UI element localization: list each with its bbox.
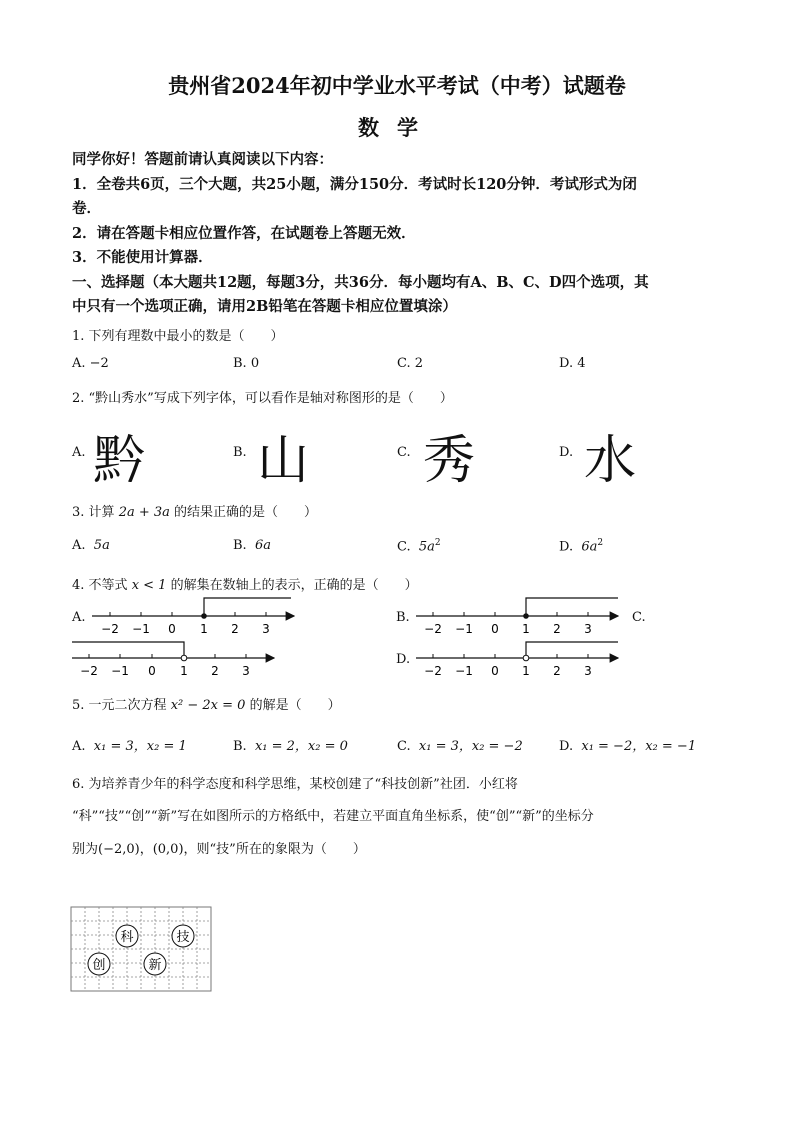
q5-option-c [397,735,523,754]
q5-answer-a: x₁ = 3，x₂ = 1 [93,739,187,754]
q5-answer-b: x₁ = 2，x₂ = 0 [254,739,348,754]
q4-number-line-c [72,642,274,678]
q4-c-tick-2: 2 [211,664,219,678]
notice-item-1-cont: 卷． [72,200,101,217]
q4-b-tick-neg2: −2 [424,622,442,636]
q4-c-tick-neg2: −2 [80,664,98,678]
q4-a-tick-3: 3 [262,622,270,636]
q5-label-b: B. [233,739,247,754]
q3-answer-c: 5a [418,539,435,555]
q3-answer-b: 6a [254,538,271,553]
q1-option-c: C. 2 [397,356,424,371]
q4-c-tick-3: 3 [242,664,250,678]
q6-stem-line-2: “科”“技”“创”“新”写在如图所示的方格纸中，若建立平面直角坐标系，使“创”“新”的坐标分 [72,809,594,824]
q6-grid-figure [70,906,215,996]
notice-item-1: 1．全卷共6页，三个大题，共25小题，满分150分．考试时长120分钟．考试形式为闭 [72,176,637,193]
notice-item-3: 3．不能使用计算器． [72,249,213,266]
q2-label-d: D. [559,445,574,460]
svg-text:科: 科 [120,930,134,945]
q4-a-tick-neg1: −1 [132,622,150,636]
q4-number-line-b [416,598,618,636]
q4-a-tick-0: 0 [168,622,176,636]
q4-d-tick-3: 3 [584,664,592,678]
q5-option-b [233,735,348,754]
q4-label-c: C. [632,610,646,625]
q5-option-a [72,735,187,754]
notice-item-2: 2．请在答题卡相应位置作答，在试题卷上答题无效． [72,225,416,242]
grid-char-ji [172,925,194,947]
q2-glyph-xiu: 秀 [423,431,476,491]
grid-char-chuang [88,953,110,975]
q4-c-tick-0: 0 [148,664,156,678]
q1-option-b: B. 0 [233,356,260,371]
notice-greeting: 同学你好！答题前请认真阅读以下内容： [72,151,333,168]
q3-label-b: B. [233,538,247,553]
exam-title: 贵州省2024年初中学业水平考试（中考）试题卷 [168,73,626,98]
q5-answer-d: x₁ = −2，x₂ = −1 [581,739,697,754]
q4-c-tick-neg1: −1 [111,664,129,678]
q2-glyph-shui: 水 [584,431,637,491]
q3-stem-pre: 3. 计算 [72,505,115,520]
q4-label-a: A. [72,610,86,625]
q4-b-tick-neg1: −1 [455,622,473,636]
section-1-heading-cont: 中只有一个选项正确，请用2B铅笔在答题卡相应位置填涂） [72,298,457,315]
q4-d-tick-0: 0 [491,664,499,678]
grid-char-ke [116,925,138,947]
q5-stem-pre: 5. 一元二次方程 [72,698,167,713]
q4-stem-pre: 4. 不等式 [72,578,128,593]
q5-stem-post: 的解是（ ） [249,698,341,713]
q4-b-tick-2: 2 [553,622,561,636]
q4-b-tick-1: 1 [522,622,530,636]
q4-label-d: D. [396,652,411,667]
q2-label-c: C. [397,445,411,460]
q4-d-tick-neg2: −2 [424,664,442,678]
q2-label-b: B. [233,445,247,460]
q5-stem [72,694,341,713]
q4-c-tick-1: 1 [180,664,188,678]
q4-d-tick-1: 1 [522,664,530,678]
subject-title: 数学 [358,115,436,140]
q6-stem-line-1: 6. 为培养青少年的科学态度和科学思维，某校创建了“科技创新”社团．小红将 [72,777,518,792]
q5-label-d: D. [559,739,574,754]
q3-answer-d: 6a [581,539,598,555]
svg-text:新: 新 [148,958,162,973]
q1-stem: 1. 下列有理数中最小的数是（ ） [72,329,284,344]
q4-expression: x < 1 [131,578,167,593]
q2-stem: 2. “黔山秀水”写成下列字体，可以看作是轴对称图形的是（ ） [72,391,453,406]
q5-label-a: A. [72,739,86,754]
q3-label-c: C. [397,539,411,555]
q1-option-a: A. −2 [72,356,109,371]
q3-label-d: D. [559,539,574,555]
q5-option-d [559,735,696,754]
q4-a-tick-1: 1 [200,622,208,636]
q4-number-line-a [92,598,294,636]
section-1-heading: 一、选择题（本大题共12题，每题3分，共36分．每小题均有A、B、C、D四个选项，其 [72,274,649,291]
q4-d-tick-2: 2 [553,664,561,678]
q4-a-tick-2: 2 [231,622,239,636]
q4-number-line-d [416,642,618,678]
q4-label-b: B. [396,610,410,625]
q6-stem-line-3: 别为(−2,0)，(0,0)，则“技”所在的象限为（ ） [72,842,366,857]
grid-char-xin [144,953,166,975]
q4-b-tick-3: 3 [584,622,592,636]
q3-expression: 2a + 3a [118,505,170,520]
q4-b-tick-0: 0 [491,622,499,636]
svg-text:创: 创 [92,958,106,973]
q2-label-a: A. [72,445,86,460]
q4-a-tick-neg2: −2 [101,622,119,636]
q2-glyph-qian: 黔 [93,431,146,491]
q4-d-tick-neg1: −1 [455,664,473,678]
q3-answer-a: 5a [93,538,110,553]
q5-label-c: C. [397,739,411,754]
q3-stem-post: 的结果正确的是（ ） [174,505,318,520]
q5-answer-c: x₁ = 3，x₂ = −2 [418,739,523,754]
q2-glyph-shan: 山 [257,431,310,491]
q3-label-a: A. [72,538,86,553]
q3-exponent-c: 2 [434,538,441,548]
q4-stem-post: 的解集在数轴上的表示，正确的是（ ） [170,578,418,593]
q5-expression: x² − 2x = 0 [170,698,246,713]
svg-text:技: 技 [176,930,190,945]
q3-exponent-d: 2 [597,538,604,548]
q1-option-d: D. 4 [559,356,586,371]
